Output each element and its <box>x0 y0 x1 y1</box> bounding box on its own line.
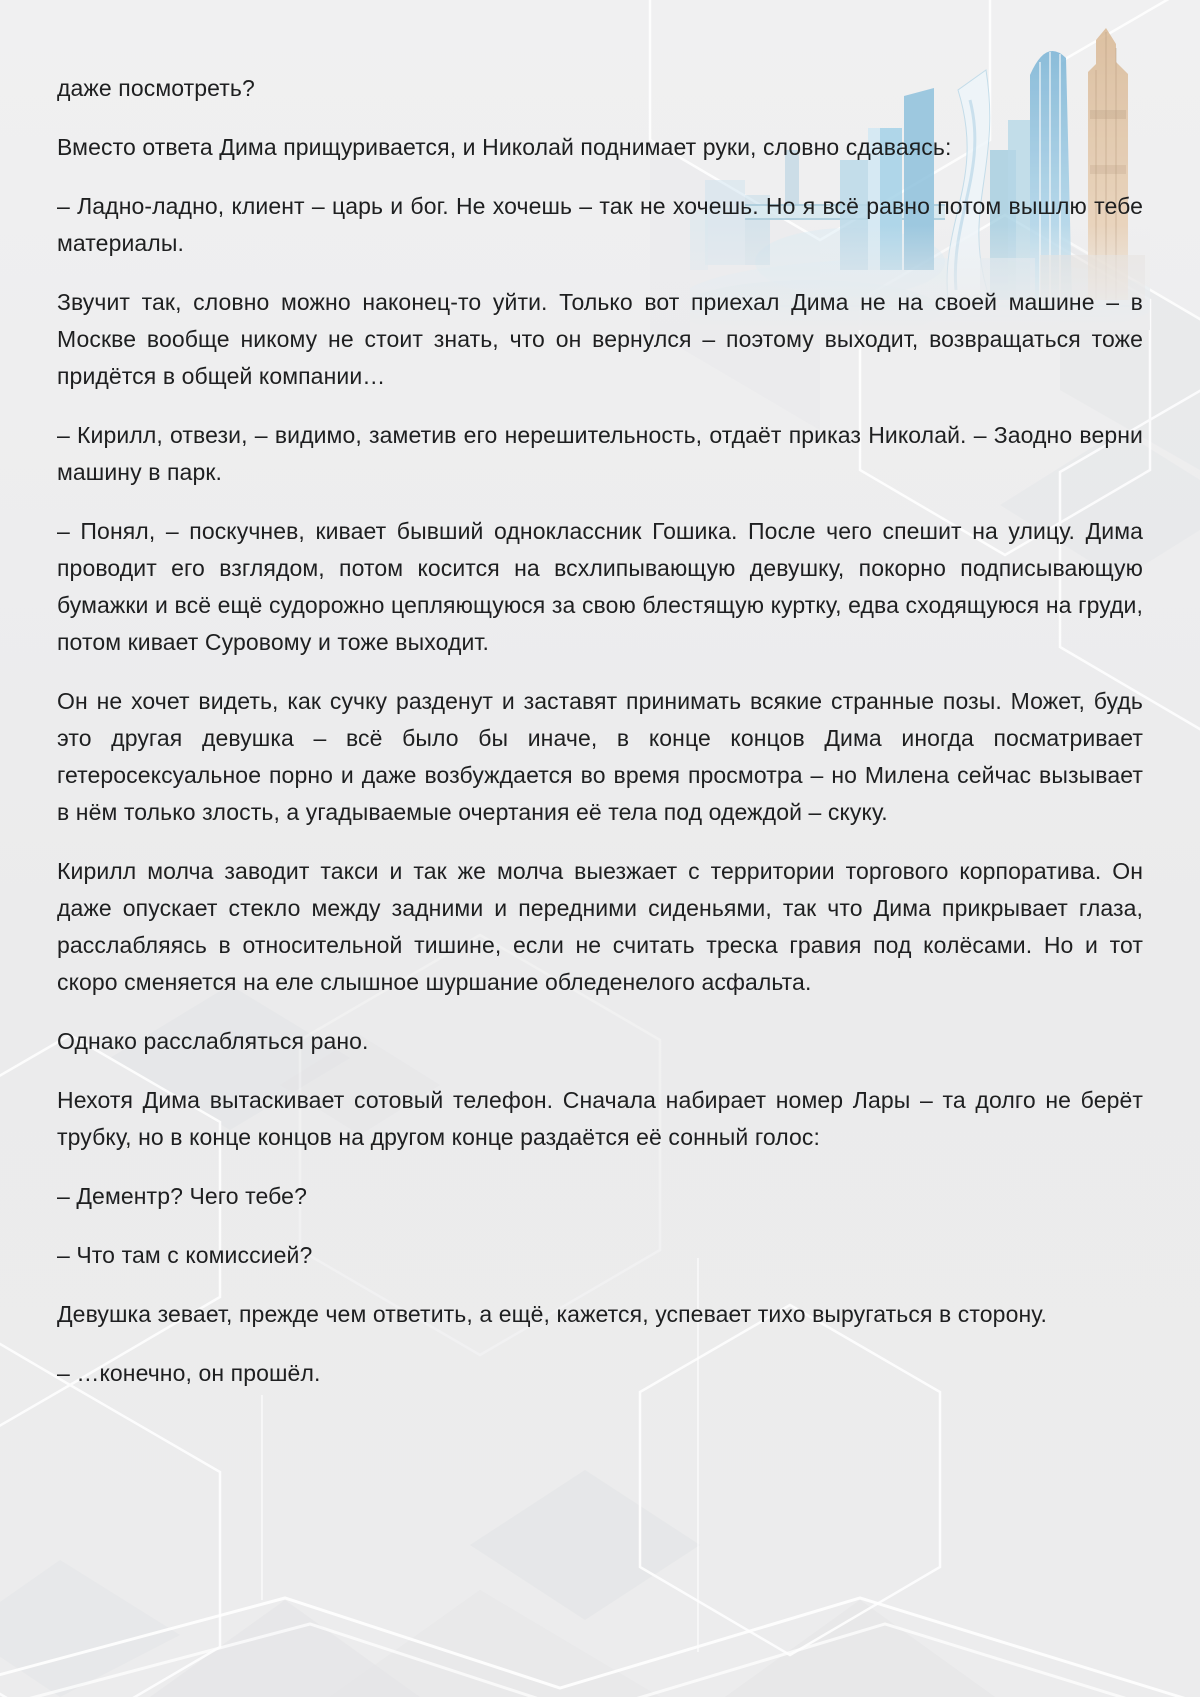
paragraph: Кирилл молча заводит такси и так же молча выезжает с территории торгового корпоратива. Он даже опускает стекло между задними и передними сиденьями, так что Дима прикрывает глаза, расслабляясь в относительной тишине, если не считать треска гравия под колёсами. Но и тот скоро сменяется на еле слышное шуршание обледенелого асфальта. <box>57 858 1143 995</box>
dialogue-paragraph: – Кирилл, отвези, – видимо, заметив его нерешительность, отдаёт приказ Николай. – Заодно верни машину в парк. <box>57 422 1143 485</box>
paragraph: Он не хочет видеть, как сучку разденут и заставят принимать всякие странные позы. Может, будь это другая девушка – всё было бы иначе, в конце концов Дима иногда посматривает гетеросексуальное порно и даже возбуждается во время просмотра – но Милена сейчас вызывает в нём только злость, а угадываемые очертания её тела под одеждой – скуку. <box>57 688 1143 825</box>
dialogue-paragraph: – …конечно, он прошёл. <box>57 1360 321 1386</box>
dialogue-paragraph: – Ладно-ладно, клиент – царь и бог. Не хочешь – так не хочешь. Но я всё равно потом вышлю тебе материалы. <box>57 193 1143 256</box>
dialogue-paragraph: – Дементр? Чего тебе? <box>57 1183 307 1209</box>
dialogue-paragraph: – Что там с комиссией? <box>57 1242 313 1268</box>
paragraph: Однако расслабляться рано. <box>57 1028 369 1054</box>
dialogue-paragraph: – Понял, – поскучнев, кивает бывший одноклассник Гошика. После чего спешит на улицу. Дима проводит его взглядом, потом косится на всхлипывающую девушку, покорно подписывающую бумажки и всё ещё судорожно цепляющуюся за свою блестящую куртку, едва сходящуюся на груди, потом кивает Суровому и тоже выходит. <box>57 518 1143 655</box>
paragraph: Звучит так, словно можно наконец-то уйти. Только вот приехал Дима не на своей машине – в Москве вообще никому не стоит знать, что он вернулся – поэтому выходит, возвращаться тоже придётся в общей компании… <box>57 289 1143 389</box>
paragraph: Девушка зевает, прежде чем ответить, а ещё, кажется, успевает тихо выругаться в сторону. <box>57 1301 1048 1327</box>
paragraph: даже посмотреть? <box>57 75 255 101</box>
paragraph: Вместо ответа Дима прищуривается, и Николай поднимает руки, словно сдаваясь: <box>57 134 952 160</box>
paragraph: Нехотя Дима вытаскивает сотовый телефон. Сначала набирает номер Лары – та долго не берёт трубку, но в конце концов на другом конце раздаётся её сонный голос: <box>57 1087 1143 1150</box>
